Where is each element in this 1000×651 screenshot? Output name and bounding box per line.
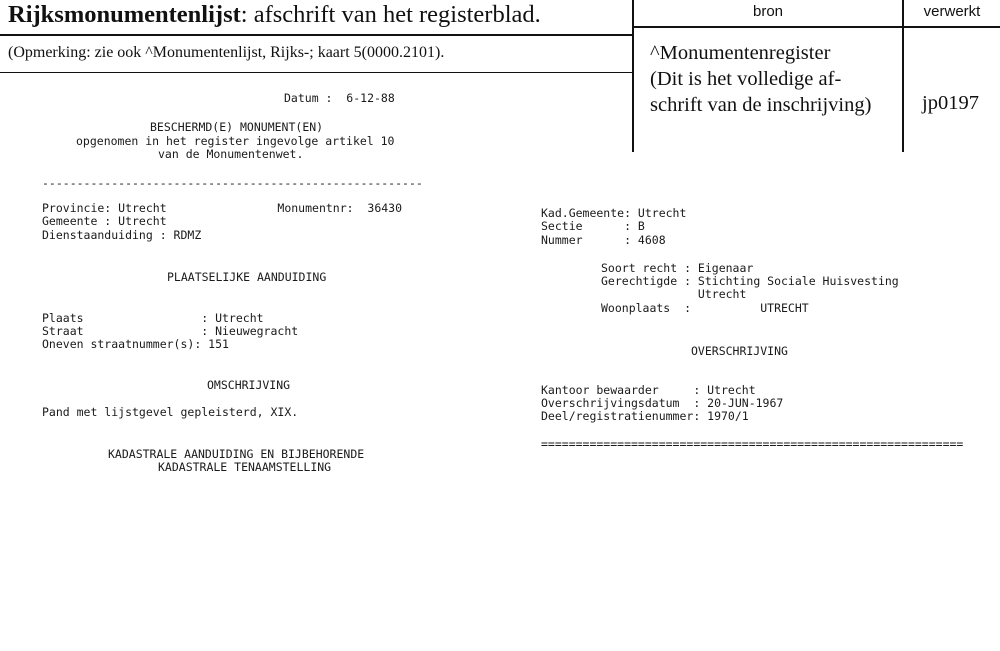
gerechtigde-plaats-line: Utrecht xyxy=(601,287,747,301)
kadastraal-heading: KADASTRALE AANDUIDING EN BIJBEHORENDE xyxy=(108,447,365,461)
soort-recht-line: Soort recht : Eigenaar xyxy=(601,261,754,275)
straat-line: Straat : Nieuwegracht xyxy=(42,324,299,338)
dienst-line: Dienstaanduiding : RDMZ xyxy=(42,228,202,242)
verwerkt-value: jp0197 xyxy=(922,92,979,114)
kantoor-line: Kantoor bewaarder : Utrecht xyxy=(541,383,756,397)
plaats-heading: PLAATSELIJKE AANDUIDING xyxy=(167,270,327,284)
bron-value xyxy=(650,40,871,118)
verwerkt-header: verwerkt xyxy=(923,3,981,20)
deel-line: Deel/registratienummer: 1970/1 xyxy=(541,409,749,423)
nummer-line: Nummer : 4608 xyxy=(541,233,666,247)
table-divider xyxy=(902,0,904,152)
plaats-line: Plaats : Utrecht xyxy=(42,311,264,325)
remark-underline xyxy=(0,72,632,73)
omschrijving-text: Pand met lijstgevel gepleisterd, XIX. xyxy=(42,405,299,419)
bron-line: schrift van de inschrijving) xyxy=(650,94,872,116)
woonplaats-line: Woonplaats : UTRECHT xyxy=(601,301,809,315)
title-underline xyxy=(0,34,633,36)
straatnummer-line: Oneven straatnummer(s): 151 xyxy=(42,337,229,351)
title-bold: Rijksmonumentenlijst xyxy=(8,1,241,28)
gemeente-line: Gemeente : Utrecht xyxy=(42,214,167,228)
overschrijving-heading: OVERSCHRIJVING xyxy=(691,344,788,358)
provincie-line: Provincie: Utrecht Monumentnr: 36430 xyxy=(42,201,403,215)
bron-line: (Dit is het volledige af- xyxy=(650,68,842,90)
table-header-line xyxy=(632,26,1000,28)
datum: Datum : 6-12-88 xyxy=(284,91,395,105)
title-rest: : afschrift van het registerblad. xyxy=(240,1,541,28)
kad-gemeente-line: Kad.Gemeente: Utrecht xyxy=(541,206,687,220)
heading-line: van de Monumentenwet. xyxy=(158,147,304,161)
bron-header: bron xyxy=(752,3,784,20)
table-left-border xyxy=(632,0,634,152)
equals-separator: ============================================================= xyxy=(541,437,964,451)
heading-line: opgenomen in het register ingevolge artikel 10 xyxy=(76,134,395,148)
page-title xyxy=(8,1,541,29)
dash-separator: ------------------------------------------------------- xyxy=(42,176,423,190)
omschrijving-heading: OMSCHRIJVING xyxy=(207,378,291,392)
bron-line: ^Monumentenregister xyxy=(650,42,831,64)
datum-line: Overschrijvingsdatum : 20-JUN-1967 xyxy=(541,396,784,410)
heading-line: BESCHERMD(E) MONUMENT(EN) xyxy=(150,120,324,134)
sectie-line: Sectie : B xyxy=(541,219,645,233)
remark: (Opmerking: zie ook ^Monumentenlijst, Rijks-; kaart 5(0000.2101). xyxy=(8,44,445,61)
gerechtigde-line: Gerechtigde : Stichting Sociale Huisvesting xyxy=(601,274,899,288)
kadastraal-heading: KADASTRALE TENAAMSTELLING xyxy=(158,460,332,474)
